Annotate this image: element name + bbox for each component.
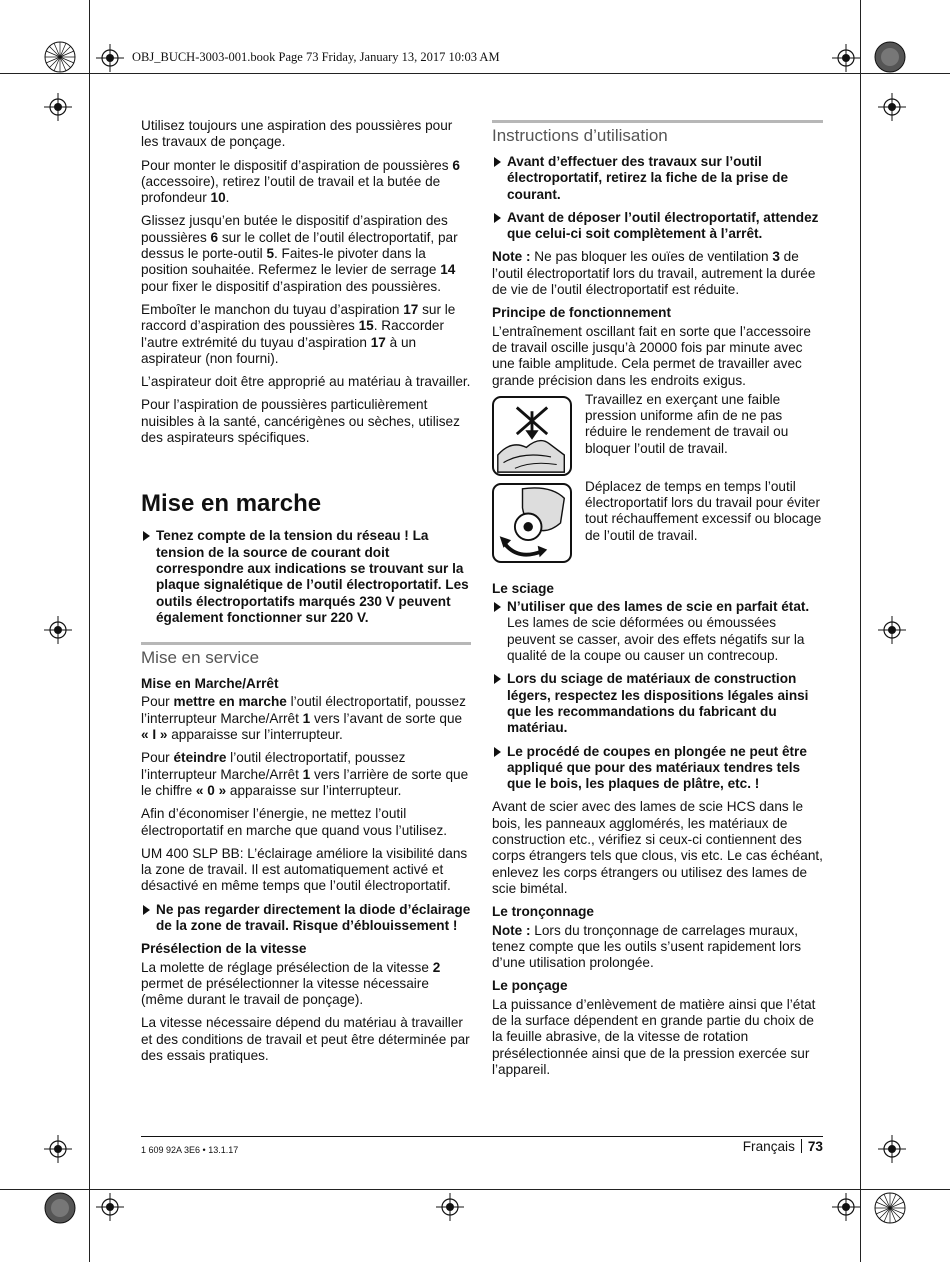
warning-bullet: Ne pas regarder directement la diode d’éclairage de la zone de travail. Risque d’éblouissement ! (141, 902, 471, 935)
section-heading-bar (492, 120, 823, 146)
subheading: Le sciage (492, 580, 554, 596)
paragraph: Pour mettre en marche l’outil électroportatif, poussez l’interrupteur Marche/Arrêt 1 vers l’avant de sorte que « I » apparaisse sur l’interrupteur. (141, 694, 466, 743)
paragraph: La vitesse nécessaire dépend du matériau à travailler et des conditions de travail et peut être déterminée par des essais pratiques. (141, 1015, 470, 1064)
print-slug: OBJ_BUCH-3003-001.book Page 73 Friday, January 13, 2017 10:03 AM (132, 50, 500, 64)
tip-row (492, 391, 823, 476)
document-code: 1 609 92A 3E6 • 13.1.17 (141, 1145, 239, 1155)
left-column (141, 118, 471, 1071)
warning-bullet: Lors du sciage de matériaux de construction légers, respectez les dispositions légales ainsi que les recommandations du fabricant du matériau. (492, 671, 823, 736)
registration-mark-icon (96, 44, 124, 72)
subheading: Le ponçage (492, 978, 568, 994)
color-rosette-icon (44, 1192, 76, 1224)
warning-bullet: Tenez compte de la tension du réseau ! La tension de la source de courant doit correspondre aux indications se trouvant sur la plaque signalétique de l’outil électroportatif. Les outils électroportatifs marqués 230 V peuvent également fonctionner sur 220 V. (141, 528, 471, 626)
section-heading-bar (141, 642, 471, 668)
paragraph: UM 400 SLP BB: L’éclairage améliore la visibilité dans la zone de travail. Il est automatiquement activé et désactivé en même temps que l’outil électroportatif. (141, 845, 468, 894)
page-footer (743, 1139, 823, 1154)
crop-line-right (860, 0, 861, 1262)
page-number: 73 (807, 1139, 823, 1154)
warning-bullet: Avant d’effectuer des travaux sur l’outil électroportatif, retirez la fiche de la prise de courant. (492, 154, 823, 203)
paragraph: La molette de réglage présélection de la vitesse 2 permet de présélectionner la vitesse nécessaire (même durant le travail de ponçage). (141, 959, 441, 1008)
paragraph: Afin d’économiser l’énergie, ne mettez l’outil électroportatif en marche que quand vous l’utilisez. (141, 806, 448, 838)
paragraph: Pour éteindre l’outil électroportatif, poussez l’interrupteur Marche/Arrêt 1 vers l’arrière de sorte que le chiffre « 0 » apparaisse sur l’interrupteur. (141, 750, 469, 798)
subheading: Le tronçonnage (492, 904, 594, 920)
tip-text: Déplacez de temps en temps l’outil électroportatif lors du travail pour éviter tout réchauffement excessif ou blocage de l’outil de travail. (585, 478, 822, 543)
registration-mark-icon (878, 93, 906, 121)
tip-text: Travaillez en exerçant une faible pression uniforme afin de ne pas réduire le rendement de travail ou bloquer l’outil de travail. (585, 391, 789, 456)
paragraph: L’entraînement oscillant fait en sorte que l’accessoire de travail oscille jusqu’à 20000 fois par minute avec une faible amplitude. Cela permet de travailler avec grande précision dans les endroits exigus. (492, 323, 811, 388)
subheading: Présélection de la vitesse (141, 941, 307, 957)
language-label: Français (742, 1139, 795, 1154)
paragraph: Emboîter le manchon du tuyau d’aspiration 17 sur le raccord d’aspiration des poussières 15. Raccorder l’autre extrémité du tuyau d’aspiration 17 à un aspirateur (non fourni). (141, 301, 456, 366)
registration-mark-icon (96, 1193, 124, 1221)
crop-line-left (89, 0, 90, 1262)
paragraph: Pour monter le dispositif d’aspiration de poussières 6 (accessoire), retirez l’outil de travail et la butée de profondeur 10. (141, 157, 460, 206)
section-heading: Instructions d’utilisation (492, 126, 668, 145)
paragraph: Glissez jusqu’en butée le dispositif d’aspiration des poussières 6 sur le collet de l’outil électroportatif, par dessus le porte-outil 5. Faites-le pivoter dans la position souhaitée. Refermez le levier de serrage 14 pour fixer le dispositif d’aspiration des poussières. (141, 213, 458, 294)
paragraph: Utilisez toujours une aspiration des poussières pour les travaux de ponçage. (141, 118, 453, 150)
footer-rule (141, 1136, 823, 1137)
registration-mark-icon (832, 1193, 860, 1221)
subheading: Mise en Marche/Arrêt (141, 676, 279, 692)
warning-bullet: N’utiliser que des lames de scie en parfait état. Les lames de scie déformées ou émoussées peuvent se casser, avoir des effets négatifs sur la qualité de la coupe ou causer un contrecoup. (492, 599, 823, 664)
right-column (492, 120, 823, 1085)
registration-mark-icon (878, 1135, 906, 1163)
registration-mark-icon (878, 616, 906, 644)
light-pressure-icon (492, 396, 572, 476)
paragraph: L’aspirateur doit être approprié au matériau à travailler. (141, 374, 471, 390)
paragraph: Avant de scier avec des lames de scie HCS dans le bois, les panneaux agglomérés, les matériaux de construction etc., vérifiez si ceux-ci contiennent des corps étrangers tels que clous, vis etc. Le cas échéant, enlevez les corps étrangers ou utilisez des lames de scie bimétal. (492, 799, 823, 896)
tip-row (492, 478, 823, 563)
registration-mark-icon (44, 93, 72, 121)
subheading: Principe de fonctionnement (492, 305, 672, 321)
paragraph: La puissance d’enlèvement de matière ainsi que l’état de la surface dépendent en grande partie du choix de la feuille abrasive, de la vitesse de rotation présélectionnée ainsi que de la pression exercée sur l’appareil. (492, 996, 816, 1077)
warning-bullet: Le procédé de coupes en plongée ne peut être appliqué que pour des matériaux tendres tels que le bois, les plaques de plâtre, etc. ! (492, 744, 823, 793)
section-heading: Mise en service (141, 648, 260, 668)
registration-mark-icon (44, 616, 72, 644)
registration-mark-icon (44, 1135, 72, 1163)
color-rosette-icon (44, 41, 76, 73)
note: Note : Ne pas bloquer les ouïes de ventilation 3 de l’outil électroportatif lors du travail, autrement la durée de vie de l’outil électroportatif est réduite. (492, 249, 816, 298)
section-title: Mise en marche (141, 490, 322, 518)
crop-line-top (0, 73, 950, 74)
registration-mark-icon (436, 1193, 464, 1221)
registration-mark-icon (832, 44, 860, 72)
move-tool-icon (492, 483, 572, 563)
color-rosette-icon (874, 1192, 906, 1224)
crop-line-bottom (0, 1189, 950, 1190)
paragraph: Pour l’aspiration de poussières particulièrement nuisibles à la santé, cancérigènes ou sèches, utilisez des aspirateurs spécifiques. (141, 397, 460, 446)
note: Note : Lors du tronçonnage de carrelages muraux, tenez compte que les outils s’usent rapidement lors d’une utilisation prolongée. (492, 922, 802, 971)
warning-bullet: Avant de déposer l’outil électroportatif, attendez que celui-ci soit complètement à l’arrêt. (492, 210, 823, 243)
color-rosette-icon (874, 41, 906, 73)
